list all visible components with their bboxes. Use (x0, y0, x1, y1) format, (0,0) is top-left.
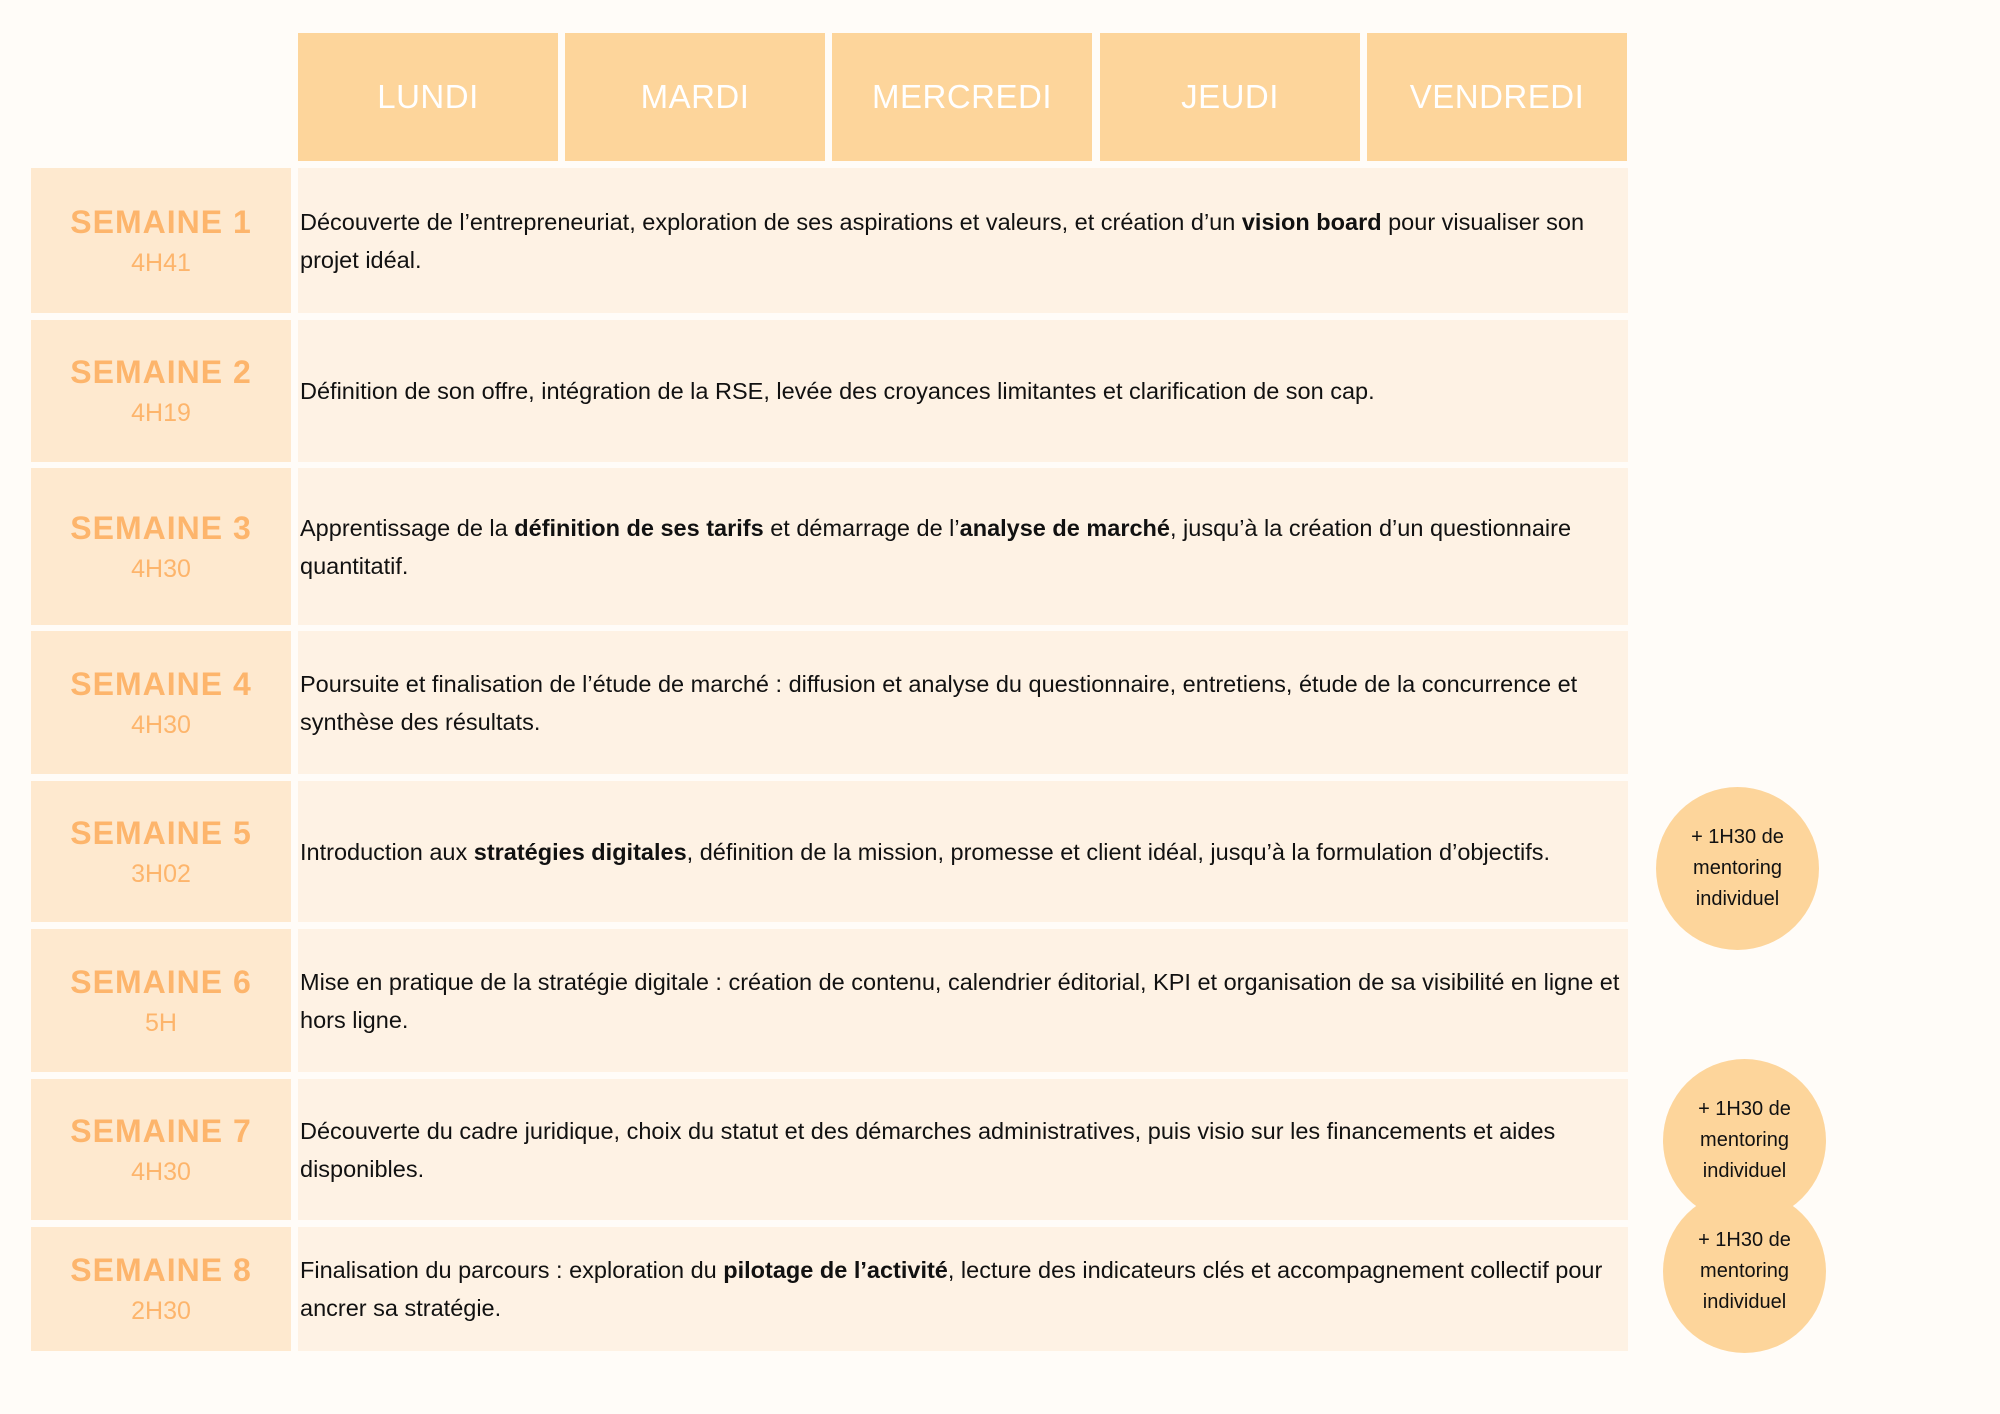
week-description (300, 665, 1624, 741)
mentoring-line: individuel (1702, 1160, 1787, 1182)
week-description-cell (298, 781, 1628, 922)
text-segment: Apprentissage de la (300, 514, 515, 541)
week-label: SEMAINE 8 (70, 1252, 252, 1288)
bold-phrase: stratégies digitales (473, 838, 687, 865)
week-label-cell (31, 631, 291, 774)
week-duration: 4H30 (131, 554, 191, 583)
mentoring-line: mentoring (1700, 1260, 1789, 1282)
week-label-cell (31, 1227, 291, 1351)
text-segment: , lecture des indicateurs clés et accompagnement collectif pour ancrer sa stratégie. (300, 1257, 1603, 1321)
week-description (300, 1112, 1624, 1188)
week-description (300, 509, 1624, 585)
week-label: SEMAINE 6 (70, 963, 252, 1000)
text-segment: pour visualiser son projet idéal. (300, 208, 1585, 273)
week-description (300, 372, 1375, 410)
week-label-cell (31, 929, 291, 1072)
week-description (300, 1251, 1624, 1327)
week-description (300, 833, 1550, 871)
header-day-mardi: MARDI (565, 33, 825, 161)
bold-phrase: définition de ses tarifs (514, 514, 764, 541)
week-label: SEMAINE 1 (70, 203, 252, 240)
text-segment: Découverte du cadre juridique, choix du statut et des démarches administratives, puis visio sur les financements et aides disponibles. (300, 1117, 1556, 1182)
text-segment: , définition de la mission, promesse et client idéal, jusqu’à la formulation d’objectifs. (686, 838, 1551, 865)
mentoring-line: mentoring (1700, 1129, 1789, 1151)
mentoring-line: + 1H30 de (1698, 1098, 1791, 1120)
week-label: SEMAINE 2 (70, 354, 252, 390)
header-day-lundi: LUNDI (298, 33, 558, 161)
week-duration: 4H41 (131, 248, 191, 277)
week-label: SEMAINE 7 (70, 1112, 252, 1149)
week-description-cell (298, 468, 1628, 625)
text-segment: Découverte de l’entrepreneuriat, exploration de ses aspirations et valeurs, et création d’un (300, 208, 1242, 235)
text-segment: Mise en pratique de la stratégie digitale : création de contenu, calendrier éditorial, KPI et organisation de sa visibilité en ligne et hors ligne. (300, 968, 1620, 1033)
text-segment: Finalisation du parcours : exploration du (300, 1257, 724, 1283)
week-duration: 4H30 (131, 710, 191, 739)
week-label-cell (31, 168, 291, 313)
week-description-cell (298, 1227, 1628, 1351)
week-label: SEMAINE 5 (70, 814, 252, 851)
week-description-cell (298, 631, 1628, 774)
bold-phrase: analyse de marché (959, 514, 1170, 541)
text-segment: Poursuite et finalisation de l’étude de marché : diffusion et analyse du questionnaire, entretiens, étude de la concurrence et synthèse des résultats. (300, 670, 1578, 735)
mentoring-line: individuel (1695, 888, 1780, 910)
week-duration: 3H02 (131, 859, 191, 888)
week-description (300, 203, 1624, 279)
text-segment: Introduction aux (300, 838, 474, 865)
header-day-vendredi: VENDREDI (1367, 33, 1627, 161)
text-segment: et démarrage de l’ (763, 514, 960, 541)
week-label-cell (31, 1079, 291, 1220)
mentoring-line: + 1H30 de (1698, 1229, 1791, 1251)
text-segment: Définition de son offre, intégration de la RSE, levée des croyances limitantes et clarification de son cap. (300, 378, 1375, 404)
week-label: SEMAINE 3 (70, 509, 252, 546)
week-duration: 2H30 (131, 1297, 191, 1325)
week-label: SEMAINE 4 (70, 665, 252, 702)
bold-phrase: pilotage de l’activité (723, 1257, 948, 1283)
header-day-jeudi: JEUDI (1100, 33, 1360, 161)
week-description-cell (298, 168, 1628, 313)
mentoring-badge (1656, 787, 1819, 950)
mentoring-line: + 1H30 de (1691, 826, 1784, 848)
mentoring-line: individuel (1702, 1291, 1787, 1313)
mentoring-badge (1663, 1190, 1826, 1353)
week-duration: 5H (145, 1008, 177, 1037)
bold-phrase: vision board (1241, 208, 1382, 235)
week-description (300, 963, 1624, 1039)
week-description-cell (298, 1079, 1628, 1220)
mentoring-line: mentoring (1693, 857, 1782, 879)
week-label-cell (31, 468, 291, 625)
header-day-mercredi: MERCREDI (832, 33, 1092, 161)
week-description-cell (298, 320, 1628, 462)
week-label-cell (31, 320, 291, 462)
week-description-cell (298, 929, 1628, 1072)
week-duration: 4H30 (131, 1157, 191, 1186)
week-duration: 4H19 (131, 399, 191, 427)
text-segment: , jusqu’à la création d’un questionnaire quantitatif. (300, 514, 1572, 579)
week-label-cell (31, 781, 291, 922)
